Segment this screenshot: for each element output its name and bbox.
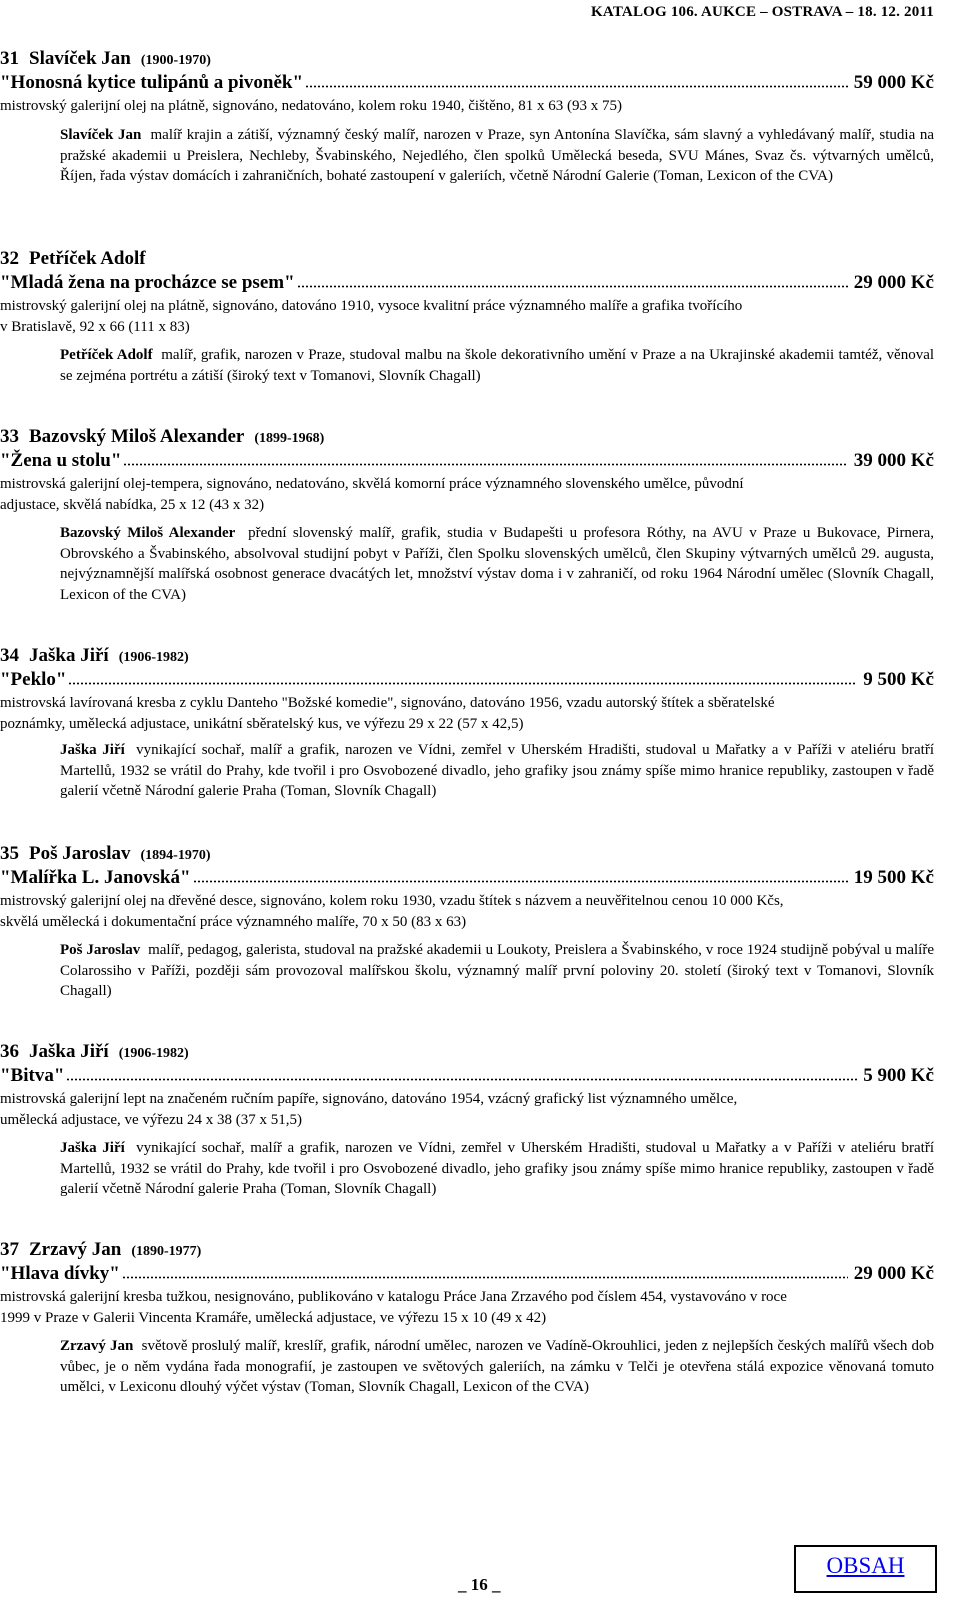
biography-text: vynikající sochař, malíř a grafik, narozen ve Vídni, zemřel v Uherském Hradišti, studoval u Mařatky a v Paříži v ateliéru bratří Martellů, 1932 se vrátil do Prahy, kde tvořil i pro Osvobozené divadlo, jeho grafiky jsou známy spíše mimo hranice republiky, zastoupen v řadě galerií včetně Národní galerie Praha (Toman, Slovník Chagall)	[60, 1140, 934, 1197]
description-line: mistrovský galerijní olej na plátně, signováno, nedatováno, kolem roku 1940, čištěno, 81 x 63 (93 x 75)	[0, 98, 622, 114]
lot-price: 29 000 Kč	[853, 1263, 934, 1284]
leader-dots	[122, 1276, 848, 1279]
leader-dots	[68, 682, 857, 685]
lot-title: "Hlava dívky"	[0, 1263, 120, 1284]
artist-biography	[60, 345, 934, 386]
biography-text: malíř krajin a zátiší, významný český malíř, narozen v Praze, syn Antonína Slavíčka, sám slavný a vyhledávaný malíř, studia na pražské akademii u Preislera, Nechleby, Švabinského, Nejedlého, člen spolků Umělecká beseda, SVU Mánes, Svaz čs. výtvarných umělců, Říjen, řada výstav domácích i zahraničních, bohaté zastoupení v galeriích, včetně Národní Galerie (Toman, Lexicon of the CVA)	[60, 127, 934, 184]
lot-heading	[0, 248, 146, 270]
lot-years: (1899-1968)	[254, 431, 325, 446]
lot-price: 5 900 Kč	[863, 1065, 934, 1086]
lot-artist: Zrzavý Jan	[29, 1239, 122, 1260]
lot-years: (1894-1970)	[140, 848, 211, 863]
lot-years: (1906-1982)	[118, 650, 189, 665]
lot-title-row	[0, 72, 934, 96]
artist-biography	[60, 1138, 934, 1200]
leader-dots	[193, 880, 848, 883]
lot-number: 37	[0, 1239, 19, 1260]
lot-artist: Jaška Jiří	[29, 1041, 109, 1062]
leader-dots	[123, 463, 848, 466]
artist-biography	[60, 1336, 934, 1398]
lot-title-row	[0, 1065, 934, 1089]
lot-price: 39 000 Kč	[853, 450, 934, 471]
lot-artist: Bazovský Miloš Alexander	[29, 426, 245, 447]
description-line: adjustace, skvělá nabídka, 25 x 12 (43 x 32)	[0, 496, 265, 513]
description-line: 1999 v Praze v Galerii Vincenta Kramáře, umělecká adjustace, ve výřezu 15 x 10 (49 x 42)	[0, 1309, 547, 1326]
lot-number: 36	[0, 1041, 19, 1062]
lot-price: 19 500 Kč	[853, 867, 934, 888]
lot-number: 35	[0, 843, 19, 864]
lot-heading	[0, 48, 211, 70]
description-line: poznámky, umělecká adjustace, unikátní sběratelský kus, ve výřezu 29 x 22 (57 x 42,5)	[0, 715, 524, 732]
lot-heading	[0, 1239, 201, 1261]
lot-artist: Slavíček Jan	[29, 48, 131, 69]
lot-title-row	[0, 669, 934, 693]
lot-artist: Jaška Jiří	[29, 645, 109, 666]
biography-artist-name: Jaška Jiří	[60, 1140, 125, 1156]
description-line: v Bratislavě, 92 x 66 (111 x 83)	[0, 318, 190, 335]
artist-biography	[60, 740, 934, 802]
lot-years: (1900-1970)	[140, 53, 211, 68]
contents-box	[794, 1545, 937, 1593]
description-line: mistrovský galerijní olej na dřevěné desce, signováno, kolem roku 1930, vzadu štítek s názvem a neuvěřitelnou cenou 10 000 Kčs,	[0, 893, 784, 909]
lot-title: "Honosná kytice tulipánů a pivoněk"	[0, 72, 304, 93]
lot-title-row	[0, 272, 934, 296]
lot-price: 29 000 Kč	[853, 272, 934, 293]
lot-description	[0, 296, 742, 337]
lot-price: 9 500 Kč	[863, 669, 934, 690]
lot-description	[0, 474, 744, 515]
biography-artist-name: Slavíček Jan	[60, 127, 142, 143]
artist-biography	[60, 940, 934, 1002]
biography-text: přední slovenský malíř, grafik, studia v Budapešti u profesora Róthy, na AVU v Praze u Bukovace, Pirnera, Obrovského a Švabinského, absolvoval studijní pobyt v Paříži, člen Spolku slovenských umělců, člen Skupiny výtvarných umělců 29. augusta, nejvýznamnější malířská osobnost generace dvacátých let, množství výstav doma i v zahraničí, od roku 1964 Národní umělec (Slovník Chagall, Lexicon of the CVA)	[60, 525, 934, 603]
lot-artist: Poš Jaroslav	[29, 843, 131, 864]
lot-description	[0, 891, 784, 932]
description-line: mistrovský galerijní olej na plátně, signováno, datováno 1910, vysoce kvalitní práce významného malíře a grafika tvořícího	[0, 298, 743, 314]
lot-number: 33	[0, 426, 19, 447]
biography-artist-name: Jaška Jiří	[60, 742, 125, 758]
lot-number: 32	[0, 248, 19, 269]
lot-description	[0, 96, 622, 117]
lot-title: "Mladá žena na procházce se psem"	[0, 272, 295, 293]
lot-years: (1890-1977)	[131, 1244, 202, 1259]
description-line: skvělá umělecká i dokumentační práce významného malíře, 70 x 50 (83 x 63)	[0, 913, 467, 930]
biography-text: vynikající sochař, malíř a grafik, narozen ve Vídni, zemřel v Uherském Hradišti, studoval u Mařatky a v Paříži v ateliéru bratří Martellů, 1932 se vrátil do Prahy, kde tvořil i pro Osvobozené divadlo, jeho grafiky jsou známy spíše mimo hranice republiky, zastoupen v řadě galerií včetně Národní galerie Praha (Toman, Slovník Chagall)	[60, 742, 934, 799]
leader-dots	[305, 85, 848, 88]
lot-description	[0, 1287, 787, 1328]
leader-dots	[297, 285, 848, 288]
page-number: _ 16 _	[458, 1575, 501, 1594]
lot-artist: Petříček Adolf	[29, 248, 146, 269]
lot-title: "Malířka L. Janovská"	[0, 867, 191, 888]
lot-heading	[0, 426, 324, 448]
lot-number: 34	[0, 645, 19, 666]
description-line: mistrovská galerijní lept na značeném ručním papíře, signováno, datováno 1954, vzácný grafický list významného umělce,	[0, 1091, 738, 1107]
lot-title: "Peklo"	[0, 669, 67, 690]
description-line: mistrovská galerijní olej-tempera, signováno, nedatováno, skvělá komorní práce významného slovenského umělce, původní	[0, 476, 744, 492]
description-line: mistrovská lavírovaná kresba z cyklu Danteho "Božské komedie", signováno, datováno 1956, vzadu autorský štítek a sběratelské	[0, 695, 775, 711]
lot-title-row	[0, 867, 934, 891]
lot-number: 31	[0, 48, 19, 69]
catalog-header: KATALOG 106. AUKCE – OSTRAVA – 18. 12. 2011	[591, 4, 934, 20]
lot-heading	[0, 645, 189, 667]
lot-title: "Žena u stolu"	[0, 450, 122, 471]
description-line: mistrovská galerijní kresba tužkou, nesignováno, publikováno v katalogu Práce Jana Zrzavého pod číslem 454, vystavováno v roce	[0, 1289, 787, 1305]
lot-description	[0, 1089, 737, 1130]
biography-artist-name: Petříček Adolf	[60, 347, 153, 363]
lot-title-row	[0, 450, 934, 474]
biography-artist-name: Bazovský Miloš Alexander	[60, 525, 236, 541]
biography-text: světově proslulý malíř, kreslíř, grafik, národní umělec, narozen ve Vadíně-Okrouhlici, jeden z nejlepších českých malířů všech dob vůbec, je o něm vydána řada monografií, je zastoupen ve světových galeriích, na zámku v Telči je otevřena stálá expozice věnovaná tomuto umělci, v Lexiconu dlouhý výčet výstav (Toman, Slovník Chagall, Lexicon of the CVA)	[60, 1338, 934, 1395]
lot-price: 59 000 Kč	[853, 72, 934, 93]
contents-link[interactable]: OBSAH	[826, 1553, 905, 1578]
biography-text: malíř, pedagog, galerista, studoval na pražské akademii u Loukoty, Preislera a Švabinského, v roce 1924 studijně pobýval u malíře Colarossiho v Paříži, později sám provozoval malířskou školu, významný malíř první poloviny 20. století (široký text v Tomanovi, Slovník Chagall)	[60, 942, 934, 999]
lot-title-row	[0, 1263, 934, 1287]
biography-text: malíř, grafik, narozen v Praze, studoval malbu na škole dekorativního umění v Praze a na Ukrajinské akademii tamtéž, věnoval se zejména portrétu a zátiší (široký text v Tomanovi, Slovník Chagall)	[60, 347, 935, 384]
lot-title: "Bitva"	[0, 1065, 65, 1086]
lot-description	[0, 693, 775, 734]
lot-years: (1906-1982)	[118, 1046, 189, 1061]
leader-dots	[66, 1078, 857, 1081]
artist-biography	[60, 125, 934, 187]
lot-heading	[0, 1041, 189, 1063]
biography-artist-name: Poš Jaroslav	[60, 942, 141, 958]
artist-biography	[60, 523, 934, 605]
lot-heading	[0, 843, 211, 865]
description-line: umělecká adjustace, ve výřezu 24 x 38 (37 x 51,5)	[0, 1111, 302, 1128]
biography-artist-name: Zrzavý Jan	[60, 1338, 134, 1354]
